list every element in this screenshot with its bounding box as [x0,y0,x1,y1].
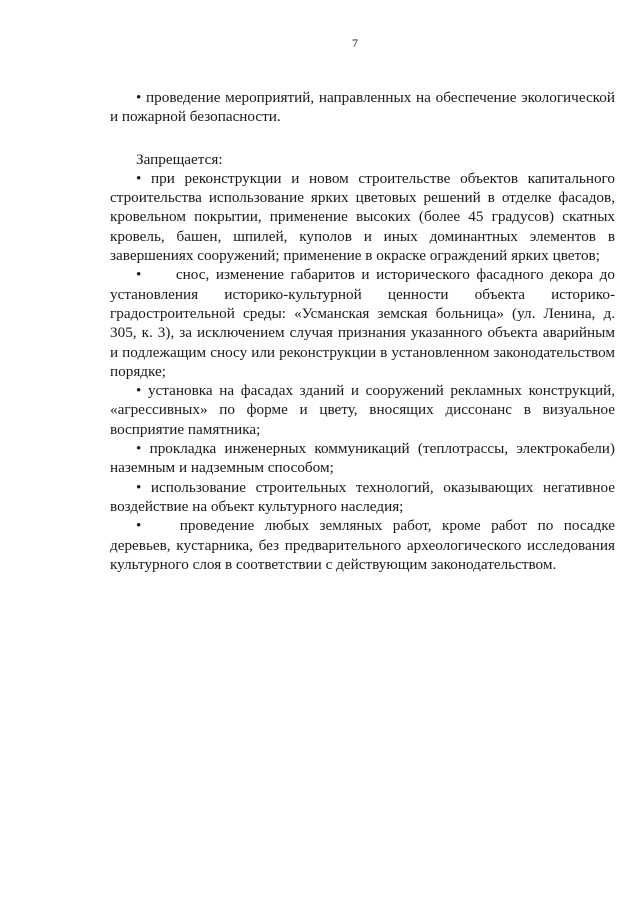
list-item [110,439,615,478]
bullet-icon: • [136,517,142,535]
list-item-text: прокладка инженерных коммуникаций (теплотрассы, электрокабели) наземным и надземным способом; [110,440,615,477]
prohibited-heading: Запрещается: [136,150,223,168]
list-item [110,265,615,381]
list-item [110,169,615,265]
list-item [110,381,615,439]
bullet-icon: • [136,89,142,106]
list-item [110,478,615,517]
bullet-icon: • [136,478,142,496]
bullet-icon: • [136,382,142,400]
list-item-text: снос, изменение габаритов и исторического фасадного декора до установления историко-культурной ценности объекта историко-градостроительной среды: «Усманская земская больница» (ул. Ленина, д. 305, к. 3), за исключением случая признания указанного объекта аварийным и подлежащим сносу или реконструкции в установленном законодательством порядке; [110,266,616,380]
document-body [110,88,615,574]
list-item-text: проведение любых земляных работ, кроме работ по посадке деревьев, кустарника, без предварительного археологического исследования культурного слоя в соответствии с действующим законодательством. [110,517,616,573]
list-item-text: при реконструкции и новом строительстве объектов капитального строительства использование ярких цветовых решений в отделке фасадов, кровельном покрытии, применение высоких (более 45 градусов) скатных кровель, башен, шпилей, куполов и иных доминантных элементов в завершениях сооружений; применение в окраске ограждений ярких цветов; [110,169,615,265]
bullet-icon: • [136,169,142,187]
list-item [110,516,615,574]
intro-paragraph-text: проведение мероприятий, направленных на обеспечение экологической и пожарной безопасности. [110,89,616,126]
list-item-text: установка на фасадах зданий и сооружений рекламных конструкций, «агрессивных» по форме и цвету, вносящих диссонанс в визуальное восприятие памятника; [110,382,616,438]
list-item-text: использование строительных технологий, оказывающих негативное воздействие на объект культурного наследия; [110,478,616,515]
bullet-icon: • [136,266,142,284]
intro-paragraph [110,88,615,127]
bullet-icon: • [136,440,142,458]
page-number: 7 [352,36,358,50]
